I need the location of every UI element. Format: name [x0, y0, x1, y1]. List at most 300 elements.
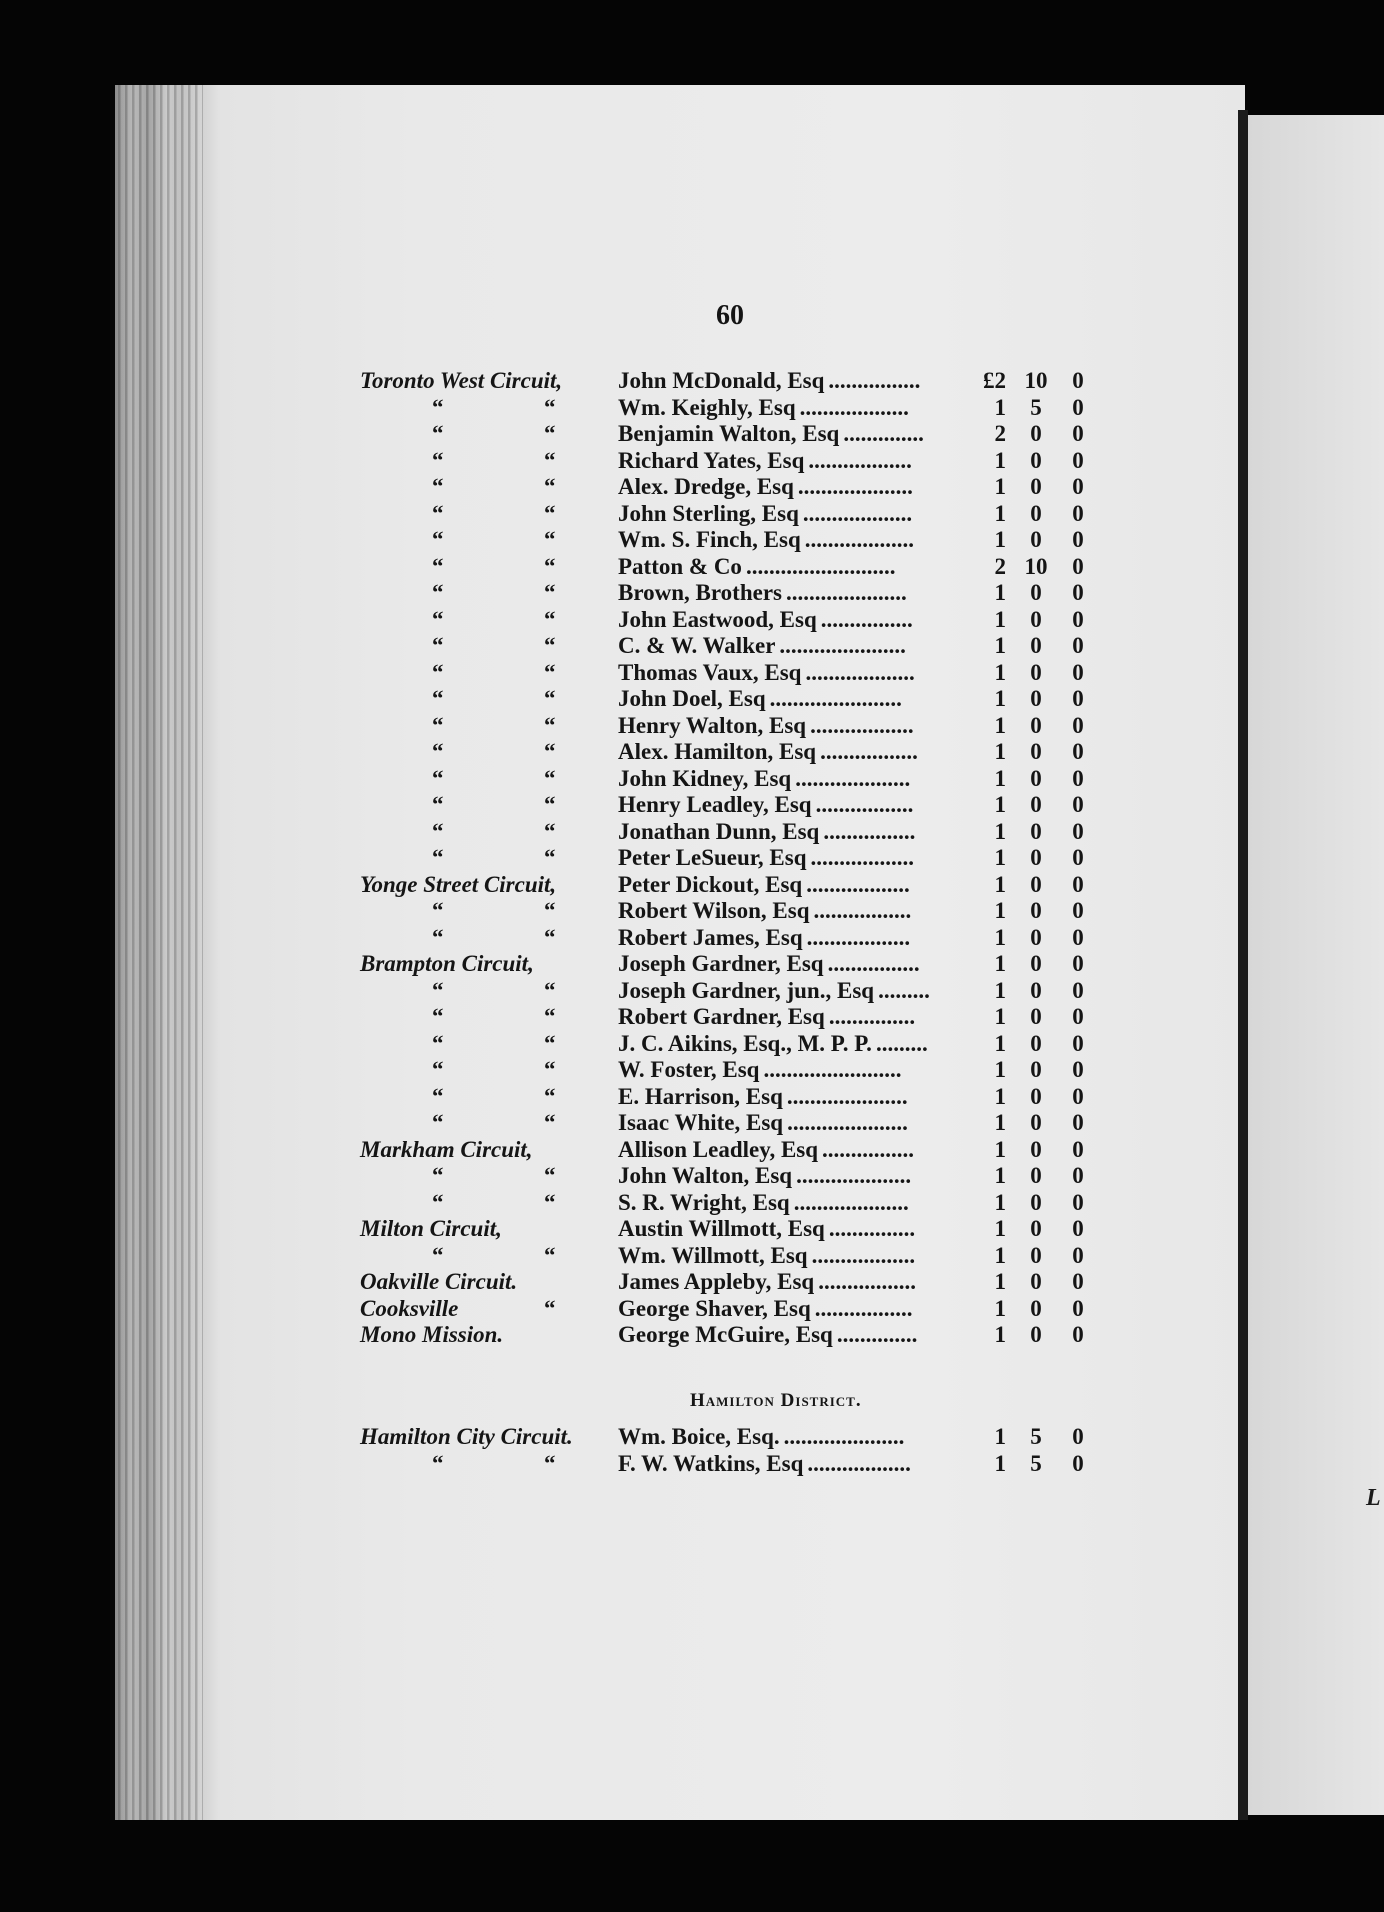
- pounds-amount: 1: [994, 898, 1006, 923]
- dot-leaders: .................: [813, 898, 912, 923]
- dot-leaders: ........................: [763, 1057, 902, 1082]
- ditto-mark: “: [432, 1030, 444, 1056]
- subscriber-name-text: John Sterling, Esq: [618, 500, 799, 526]
- shillings-amount: 5: [1030, 394, 1042, 420]
- ledger-row: [360, 978, 1100, 1005]
- pounds-amount: 1: [994, 1057, 1006, 1082]
- dot-leaders: .................: [818, 1269, 916, 1294]
- ditto-mark: “: [432, 712, 444, 738]
- dot-leaders: ..................: [806, 871, 910, 897]
- ledger-row: [360, 898, 1100, 925]
- dot-leaders: .................: [820, 739, 918, 764]
- ledger-row: [360, 395, 1100, 422]
- circuit-label: Mono Mission.: [360, 1322, 504, 1347]
- ledger-row: [360, 1031, 1100, 1058]
- page-number: 60: [716, 300, 744, 331]
- subscription-ledger-hamilton: [360, 1424, 1100, 1477]
- ditto-mark: “: [544, 1057, 556, 1082]
- pounds-amount: 1: [994, 871, 1006, 897]
- ditto-mark: “: [544, 686, 556, 711]
- shillings-amount: 10: [1024, 553, 1048, 579]
- pence-amount: 0: [1072, 527, 1084, 552]
- ditto-mark: “: [432, 394, 444, 420]
- pence-amount: 0: [1072, 1004, 1084, 1029]
- pounds-amount: 1: [994, 765, 1006, 791]
- ledger-row: [360, 1163, 1100, 1190]
- ledger-row: [360, 660, 1100, 687]
- pence-amount: 0: [1072, 1450, 1084, 1476]
- subscriber-name-text: Brown, Brothers: [618, 580, 782, 605]
- pence-amount: 0: [1072, 606, 1084, 632]
- pounds-amount: 1: [994, 659, 1006, 685]
- dot-leaders: ..................: [808, 447, 912, 473]
- ledger-row: [360, 1137, 1100, 1164]
- shillings-amount: 0: [1030, 686, 1042, 711]
- pounds-amount: 1: [994, 1216, 1006, 1241]
- ditto-mark: “: [544, 633, 556, 658]
- subscriber-name-text: Alex. Hamilton, Esq: [618, 739, 817, 764]
- ditto-mark: “: [432, 818, 444, 844]
- pounds-amount: 1: [994, 712, 1006, 738]
- subscriber-name-text: Patton & Co: [618, 553, 742, 579]
- pounds-amount: 1: [994, 1083, 1006, 1109]
- subscriber-name-text: Alex. Dredge, Esq: [618, 474, 794, 499]
- ditto-mark: “: [544, 845, 556, 870]
- ledger-row: [360, 607, 1100, 634]
- shillings-amount: 5: [1030, 1424, 1042, 1449]
- dot-leaders: ..................: [806, 924, 911, 950]
- dot-leaders: .........: [875, 1030, 928, 1056]
- pence-amount: 0: [1072, 739, 1084, 764]
- ditto-mark: “: [544, 447, 556, 473]
- circuit-label: Markham Circuit,: [360, 1136, 533, 1162]
- ledger-row: [360, 1004, 1100, 1031]
- shillings-amount: 0: [1030, 1269, 1042, 1294]
- shillings-amount: 0: [1030, 659, 1042, 685]
- ditto-mark: “: [432, 553, 444, 579]
- subscriber-name-text: Austin Willmott, Esq: [618, 1216, 825, 1241]
- ledger-row: [360, 527, 1100, 554]
- pounds-amount: 1: [994, 1030, 1006, 1056]
- subscriber-name-text: Benjamin Walton, Esq: [618, 421, 840, 446]
- ledger-row: [360, 1424, 1100, 1451]
- shillings-amount: 0: [1030, 818, 1042, 844]
- ledger-row: [360, 1269, 1100, 1296]
- ledger-row: [360, 1322, 1100, 1349]
- pence-amount: 0: [1072, 712, 1084, 738]
- ledger-row: [360, 1451, 1100, 1478]
- dot-leaders: .................: [815, 792, 914, 817]
- dot-leaders: ...................: [799, 394, 909, 420]
- shillings-amount: 0: [1030, 1322, 1042, 1347]
- pounds-amount: 1: [994, 447, 1006, 473]
- pence-amount: 0: [1072, 1189, 1084, 1215]
- shillings-amount: 0: [1030, 845, 1042, 870]
- dot-leaders: ................: [827, 951, 920, 976]
- shillings-amount: 0: [1030, 898, 1042, 923]
- subscriber-name-text: S. R. Wright, Esq: [618, 1189, 790, 1215]
- ditto-mark: “: [432, 527, 444, 552]
- pence-amount: 0: [1072, 1163, 1084, 1188]
- shillings-amount: 0: [1030, 527, 1042, 552]
- ditto-mark: “: [432, 1450, 444, 1476]
- ledger-row: [360, 580, 1100, 607]
- pence-amount: 0: [1072, 765, 1084, 791]
- circuit-label: Yonge Street Circuit,: [360, 871, 557, 897]
- pence-amount: 0: [1072, 977, 1084, 1003]
- pounds-amount: 1: [994, 500, 1006, 526]
- pence-amount: 0: [1072, 951, 1084, 976]
- pounds-amount: 1: [994, 1269, 1006, 1294]
- shillings-amount: 0: [1030, 474, 1042, 499]
- shillings-amount: 0: [1030, 1216, 1042, 1241]
- dot-leaders: .........: [878, 977, 930, 1003]
- shillings-amount: 0: [1030, 500, 1042, 526]
- subscriber-name-text: Wm. S. Finch, Esq: [618, 527, 801, 552]
- pounds-amount: 2: [994, 553, 1006, 579]
- ditto-mark: “: [432, 633, 444, 658]
- shillings-amount: 0: [1030, 633, 1042, 658]
- pounds-amount: 1: [994, 1322, 1006, 1347]
- shillings-amount: 0: [1030, 951, 1042, 976]
- dot-leaders: ..................: [807, 1450, 911, 1476]
- dot-leaders: ................: [823, 818, 916, 844]
- circuit-label: Cooksville: [360, 1295, 459, 1321]
- dot-leaders: .....................: [786, 1083, 908, 1109]
- ditto-mark: “: [432, 792, 444, 817]
- subscriber-name-text: Peter Dickout, Esq: [618, 871, 803, 897]
- ditto-mark: “: [544, 1083, 556, 1109]
- ledger-row: [360, 925, 1100, 952]
- ditto-mark: “: [544, 659, 556, 685]
- shillings-amount: 0: [1030, 712, 1042, 738]
- pence-amount: 0: [1072, 686, 1084, 711]
- pence-amount: 0: [1072, 1322, 1084, 1347]
- pence-amount: 0: [1072, 421, 1084, 446]
- pounds-amount: 1: [994, 474, 1006, 499]
- shillings-amount: 0: [1030, 606, 1042, 632]
- pence-amount: 0: [1072, 1083, 1084, 1109]
- ditto-mark: “: [544, 924, 556, 950]
- ledger-row: [360, 1190, 1100, 1217]
- pounds-amount: 1: [994, 951, 1006, 976]
- subscriber-name-text: J. C. Aikins, Esq., M. P. P.: [618, 1030, 872, 1056]
- pounds-amount: 1: [994, 792, 1006, 817]
- shillings-amount: 0: [1030, 1083, 1042, 1109]
- pounds-amount: 1: [994, 924, 1006, 950]
- subscriber-name-text: Allison Leadley, Esq: [618, 1136, 819, 1162]
- ditto-mark: “: [432, 845, 444, 870]
- subscriber-name-text: Wm. Keighly, Esq: [618, 394, 796, 420]
- pence-amount: 0: [1072, 447, 1084, 473]
- subscriber-name-text: Richard Yates, Esq: [618, 447, 805, 473]
- pounds-amount: 1: [994, 686, 1006, 711]
- ledger-row: [360, 1057, 1100, 1084]
- facing-page-fragment: L: [1366, 1485, 1381, 1511]
- ditto-mark: “: [544, 818, 556, 844]
- dot-leaders: ....................: [793, 1189, 909, 1215]
- ditto-mark: “: [544, 1004, 556, 1029]
- pounds-amount: 1: [994, 527, 1006, 552]
- ditto-mark: “: [544, 1189, 556, 1215]
- circuit-label: Hamilton City Circuit.: [360, 1424, 573, 1449]
- ditto-mark: “: [432, 1242, 444, 1268]
- shillings-amount: 5: [1030, 1450, 1042, 1476]
- pence-amount: 0: [1072, 1057, 1084, 1082]
- dot-leaders: ...............: [828, 1004, 916, 1029]
- subscriber-name-text: John McDonald, Esq: [618, 368, 825, 393]
- pounds-amount: 1: [994, 845, 1006, 870]
- subscriber-name-text: C. & W. Walker: [618, 633, 776, 658]
- circuit-label: Oakville Circuit.: [360, 1269, 518, 1294]
- ledger-row: [360, 1110, 1100, 1137]
- pounds-amount: 1: [994, 1004, 1006, 1029]
- shillings-amount: 10: [1024, 368, 1048, 393]
- ditto-mark: “: [432, 739, 444, 764]
- ditto-mark: “: [544, 553, 556, 579]
- ditto-mark: “: [544, 394, 556, 420]
- page-edge-strip: [118, 85, 203, 1820]
- ditto-mark: “: [432, 924, 444, 950]
- shillings-amount: 0: [1030, 1004, 1042, 1029]
- ditto-mark: “: [432, 606, 444, 632]
- subscriber-name-text: John Doel, Esq: [618, 686, 766, 711]
- pence-amount: 0: [1072, 871, 1084, 897]
- ditto-mark: “: [544, 474, 556, 499]
- pence-amount: 0: [1072, 1136, 1084, 1162]
- pounds-amount: 1: [994, 818, 1006, 844]
- pounds-amount: 1: [994, 1450, 1006, 1476]
- subscriber-name-text: George Shaver, Esq: [618, 1295, 811, 1321]
- subscriber-name-text: F. W. Watkins, Esq: [618, 1450, 804, 1476]
- subscriber-name-text: Joseph Gardner, jun., Esq: [618, 977, 875, 1003]
- dot-leaders: ................: [822, 1136, 915, 1162]
- dot-leaders: .......................: [769, 686, 902, 711]
- subscriber-name-text: Isaac White, Esq: [618, 1110, 784, 1135]
- shillings-amount: 0: [1030, 924, 1042, 950]
- dot-leaders: .....................: [783, 1424, 905, 1449]
- pence-amount: 0: [1072, 659, 1084, 685]
- dot-leaders: ..............: [843, 421, 924, 446]
- dot-leaders: ....................: [795, 765, 911, 791]
- shillings-amount: 0: [1030, 1110, 1042, 1135]
- pence-amount: 0: [1072, 1030, 1084, 1056]
- dot-leaders: ...............: [828, 1216, 916, 1241]
- subscriber-name-text: John Walton, Esq: [618, 1163, 793, 1188]
- ledger-row: [360, 421, 1100, 448]
- ditto-mark: “: [432, 898, 444, 923]
- district-heading: Hamilton District.: [690, 1390, 862, 1411]
- dot-leaders: ...................: [805, 659, 915, 685]
- ditto-mark: “: [544, 1450, 556, 1476]
- ditto-mark: “: [432, 977, 444, 1003]
- pence-amount: 0: [1072, 553, 1084, 579]
- pence-amount: 0: [1072, 1424, 1084, 1449]
- ditto-mark: “: [544, 792, 556, 817]
- subscriber-name-text: Jonathan Dunn, Esq: [618, 818, 820, 844]
- ditto-mark: “: [544, 898, 556, 923]
- ditto-mark: “: [544, 606, 556, 632]
- dot-leaders: ..................: [810, 712, 914, 738]
- pence-amount: 0: [1072, 580, 1084, 605]
- shillings-amount: 0: [1030, 580, 1042, 605]
- ledger-row: [360, 474, 1100, 501]
- dot-leaders: ....................: [797, 474, 913, 499]
- subscriber-name-text: Robert James, Esq: [618, 924, 803, 950]
- dot-leaders: ................: [820, 606, 913, 632]
- ditto-mark: “: [544, 1110, 556, 1135]
- subscription-ledger: [360, 368, 1100, 1349]
- subscriber-name-text: Joseph Gardner, Esq: [618, 951, 824, 976]
- ledger-row: [360, 819, 1100, 846]
- pounds-amount: 1: [994, 1189, 1006, 1215]
- ledger-row: [360, 1296, 1100, 1323]
- shillings-amount: 0: [1030, 1136, 1042, 1162]
- shillings-amount: 0: [1030, 1242, 1042, 1268]
- subscriber-name-text: Robert Gardner, Esq: [618, 1004, 825, 1029]
- subscriber-name-text: Wm. Boice, Esq.: [618, 1424, 780, 1449]
- ditto-mark: “: [432, 765, 444, 791]
- ditto-mark: “: [544, 1163, 556, 1188]
- dot-leaders: .....................: [786, 580, 907, 605]
- shillings-amount: 0: [1030, 977, 1042, 1003]
- ditto-mark: “: [432, 421, 444, 446]
- pounds-amount: 1: [994, 580, 1006, 605]
- ledger-row: [360, 1243, 1100, 1270]
- ditto-mark: “: [544, 739, 556, 764]
- ledger-row: [360, 713, 1100, 740]
- ditto-mark: “: [544, 421, 556, 446]
- dot-leaders: ...................: [802, 500, 913, 526]
- circuit-label: Milton Circuit,: [360, 1216, 502, 1241]
- dot-leaders: ..............: [836, 1322, 918, 1347]
- ditto-mark: “: [432, 1083, 444, 1109]
- shillings-amount: 0: [1030, 792, 1042, 817]
- dot-leaders: .....................: [787, 1110, 908, 1135]
- dot-leaders: ..................: [811, 1242, 916, 1268]
- pounds-amount: 1: [994, 633, 1006, 658]
- subscriber-name-text: George McGuire, Esq: [618, 1322, 833, 1347]
- circuit-label: Brampton Circuit,: [360, 951, 534, 976]
- ledger-row: [360, 686, 1100, 713]
- dot-leaders: ...................: [804, 527, 915, 552]
- ledger-row: [360, 1084, 1100, 1111]
- pence-amount: 0: [1072, 818, 1084, 844]
- shillings-amount: 0: [1030, 871, 1042, 897]
- ditto-mark: “: [432, 447, 444, 473]
- pence-amount: 0: [1072, 1242, 1084, 1268]
- ditto-mark: “: [432, 1163, 444, 1188]
- pounds-amount: 1: [994, 1163, 1006, 1188]
- pence-amount: 0: [1072, 924, 1084, 950]
- pence-amount: 0: [1072, 474, 1084, 499]
- ledger-row: [360, 554, 1100, 581]
- subscriber-name-text: Henry Walton, Esq: [618, 712, 807, 738]
- shillings-amount: 0: [1030, 447, 1042, 473]
- ditto-mark: “: [544, 1030, 556, 1056]
- ledger-row: [360, 633, 1100, 660]
- ditto-mark: “: [432, 580, 444, 605]
- dot-leaders: ..................: [810, 845, 914, 870]
- shillings-amount: 0: [1030, 1057, 1042, 1082]
- subscriber-name-text: James Appleby, Esq: [618, 1269, 815, 1294]
- ditto-mark: “: [432, 686, 444, 711]
- ditto-mark: “: [544, 765, 556, 791]
- pence-amount: 0: [1072, 394, 1084, 420]
- pounds-amount: 1: [994, 977, 1006, 1003]
- shillings-amount: 0: [1030, 1030, 1042, 1056]
- shillings-amount: 0: [1030, 421, 1042, 446]
- pence-amount: 0: [1072, 1110, 1084, 1135]
- circuit-label: Toronto West Circuit,: [360, 368, 563, 393]
- pence-amount: 0: [1072, 1269, 1084, 1294]
- ditto-mark: “: [544, 527, 556, 552]
- pounds-amount: 1: [994, 1110, 1006, 1135]
- subscriber-name-text: John Kidney, Esq: [618, 765, 792, 791]
- ledger-row: [360, 845, 1100, 872]
- subscriber-name-text: John Eastwood, Esq: [618, 606, 817, 632]
- ditto-mark: “: [432, 500, 444, 526]
- ledger-row: [360, 1216, 1100, 1243]
- pounds-amount: 1: [994, 1424, 1006, 1449]
- dot-leaders: ..........................: [745, 553, 896, 579]
- pence-amount: 0: [1072, 1216, 1084, 1241]
- ledger-row: [360, 739, 1100, 766]
- subscriber-name-text: Wm. Willmott, Esq: [618, 1242, 808, 1268]
- ditto-mark: “: [544, 712, 556, 738]
- ditto-mark: “: [432, 1004, 444, 1029]
- ditto-mark: “: [432, 659, 444, 685]
- subscriber-name-text: Peter LeSueur, Esq: [618, 845, 807, 870]
- dot-leaders: ................: [828, 368, 921, 393]
- subscriber-name-text: Thomas Vaux, Esq: [618, 659, 802, 685]
- ledger-row: [360, 766, 1100, 793]
- ditto-mark: “: [432, 1110, 444, 1135]
- ledger-row: [360, 872, 1100, 899]
- shillings-amount: 0: [1030, 1189, 1042, 1215]
- shillings-amount: 0: [1030, 1295, 1042, 1321]
- ledger-row: [360, 951, 1100, 978]
- ditto-mark: “: [432, 474, 444, 499]
- pounds-amount: 1: [994, 606, 1006, 632]
- pence-amount: 0: [1072, 898, 1084, 923]
- pounds-amount: 1: [994, 739, 1006, 764]
- pence-amount: 0: [1072, 633, 1084, 658]
- pounds-amount: 2: [994, 421, 1006, 446]
- pounds-amount: 1: [994, 1136, 1006, 1162]
- ledger-row: [360, 448, 1100, 475]
- subscriber-name-text: E. Harrison, Esq: [618, 1083, 783, 1109]
- ditto-mark: “: [544, 1295, 556, 1321]
- pence-amount: 0: [1072, 792, 1084, 817]
- ledger-row: [360, 792, 1100, 819]
- subscriber-name-text: Robert Wilson, Esq: [618, 898, 810, 923]
- ditto-mark: “: [432, 1189, 444, 1215]
- ditto-mark: “: [544, 500, 556, 526]
- pence-amount: 0: [1072, 1295, 1084, 1321]
- pence-amount: 0: [1072, 500, 1084, 526]
- shillings-amount: 0: [1030, 765, 1042, 791]
- ditto-mark: “: [544, 580, 556, 605]
- ditto-mark: “: [544, 1242, 556, 1268]
- shillings-amount: 0: [1030, 1163, 1042, 1188]
- pounds-amount: 1: [994, 1295, 1006, 1321]
- pence-amount: 0: [1072, 845, 1084, 870]
- ledger-row: [360, 501, 1100, 528]
- subscriber-name-text: W. Foster, Esq: [618, 1057, 760, 1082]
- dot-leaders: .................: [814, 1295, 913, 1321]
- dot-leaders: ......................: [779, 633, 906, 658]
